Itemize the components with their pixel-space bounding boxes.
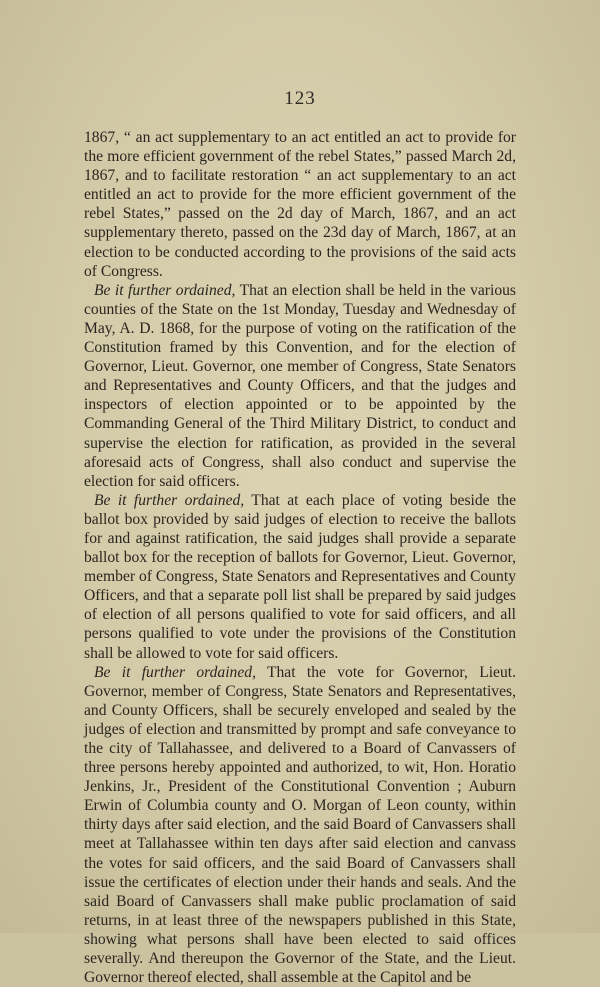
paragraph-3-text: That at each place of voting beside the ballot box provided by said judges of election to receive the ballots for and against ratification, the said judges shall provide a separate ballot box for the reception of ballots for Governor, Lieut. Governor, member of Congress, State Senators and Representatives and County Officers, and that a separate poll list shall be prepared by said judges of election of all persons qualified to vote for said officers, and all persons qualified to vote under the provisions of the Constitution shall be allowed to vote for said officers. bbox=[84, 491, 516, 662]
paragraph-3 bbox=[84, 491, 516, 663]
paragraph-2-text: That an election shall be held in the various counties of the State on the 1st Monday, Tuesday and Wednesday of May, A. D. 1868, for the purpose of voting on the ratification of the Constitution framed by this Convention, and for the election of Governor, Lieut. Governor, one member of Congress, State Senators and Representatives and County Officers, and that the judges and inspectors of election appointed or to be appointed by the Commanding General of the Third Military District, to conduct and supervise the election for ratification, as provided in the several aforesaid acts of Congress, shall also conduct and supervise the election for said officers. bbox=[84, 281, 516, 490]
page-number: 123 bbox=[284, 88, 316, 109]
paragraph-4 bbox=[84, 663, 516, 987]
paragraph-1 bbox=[84, 128, 516, 281]
body-text bbox=[84, 128, 516, 987]
paragraph-4-text: That the vote for Governor, Lieut. Governor, member of Congress, State Senators and Representatives, and County Officers, shall be securely enveloped and sealed by the judges of election and transmitted by prompt and safe conveyance to the city of Tallahassee, and delivered to a Board of Canvassers of three persons hereby appointed and authorized, to wit, Hon. Horatio Jenkins, Jr., President of the Constitutional Convention ; Auburn Erwin of Columbia county and O. Morgan of Leon county, within thirty days after said election, and the said Board of Canvassers shall meet at Tallahassee within ten days after said election and canvass the votes for said officers, and the said Board of Canvassers shall issue the certificates of election under their hands and seals. And the said Board of Canvassers shall make public proclamation of said returns, in at least three of the newspapers published in this State, showing what persons shall have been elected to said offices severally. And thereupon the Governor of the State, and the Lieut. Governor thereof elected, shall assemble at the Capitol and be bbox=[84, 663, 516, 987]
paragraph-2 bbox=[84, 281, 516, 491]
paragraph-4-lead: Be it further ordained, bbox=[94, 663, 256, 681]
paragraph-1-text: 1867, “ an act supplementary to an act entitled an act to provide for the more efficient government of the rebel States,” passed March 2d, 1867, and to facilitate restoration “ an act supplementary to an act entitled an act to provide for the more efficient government of the rebel States,” passed on the 2d day of March, 1867, and an act supplementary thereto, passed on the 23d day of March, 1867, at an election to be conducted according to the provisions of the said acts of Congress. bbox=[84, 129, 516, 280]
paragraph-3-lead: Be it further ordained, bbox=[94, 491, 245, 509]
paragraph-2-lead: Be it further ordained, bbox=[94, 281, 236, 299]
